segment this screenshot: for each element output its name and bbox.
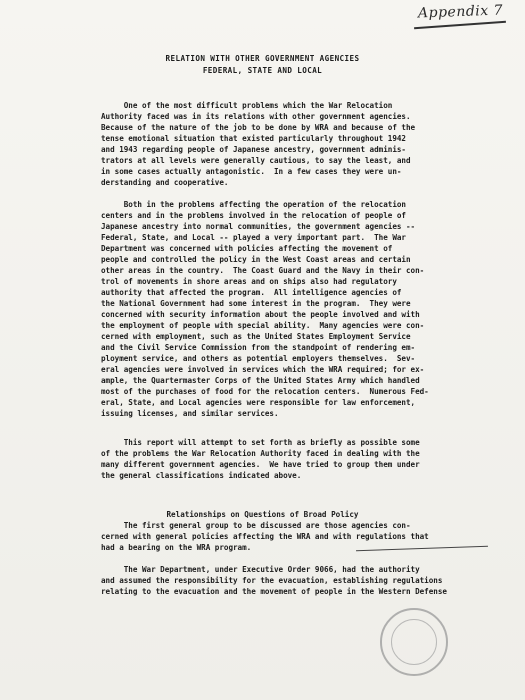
library-stamp (380, 608, 448, 676)
document-title: RELATION WITH OTHER GOVERNMENT AGENCIES (165, 54, 360, 63)
section-heading: Relationships on Questions of Broad Policy (166, 510, 359, 519)
paragraph-1: One of the most difficult problems which the War Relocation Authority faced was in its relations with other government agencies. Because of the nature of the job to be done by WRA and because of the tense emotional situation that existed particularly throughout 1942 and 1943 regarding people of Japanese ancestry, government adminis- trators at all levels were generally cautious, to say the least, and in some cases actually antagonistic. In a few cases they were un- derstanding and cooperative. (101, 101, 416, 187)
paragraph-2: Both in the problems affecting the operation of the relocation centers and in the problems involved in the relocation of people of Japanese ancestry into normal communities, the government agencies -- Federal, State, and Local -- played a very important part. The War Department was concerned with policies affecting the movement of people and controlled the policy in the West Coast areas and certain other areas in the country. The Coast Guard and the Navy in their con- trol of movements in shore areas and on ships also had regulatory authority that affected the program. All intelligence agencies of the National Government had some interest in the program. They were concerned with security information about the people involved and with the employment of people with special ability. Many agencies were con- cerned with employment, such as the United States Employment Service and the Civil Service Commission from the standpoint of rendering em- ployment service, and others as potential employers themselves. Sev- eral agencies were involved in services which the WRA required; for ex- ample, the Quartermaster Corps of the United States Army which handled most of the purchases of food for the relocation centers. Numerous Fed- eral, State, and Local agencies were responsible for law enforcement, issuing licenses, and similar services. (101, 200, 429, 418)
annotation-underline (414, 21, 506, 29)
paragraph-final: The War Department, under Executive Order 9066, had the authority and assumed the responsibility for the evacuation, establishing regulations relating to the evacuation and the movement of people in the Western Defense (101, 565, 447, 596)
document-subtitle: FEDERAL, STATE AND LOCAL (202, 66, 323, 75)
handwritten-annotation: Appendix 7 (417, 2, 504, 22)
paragraph-3: This report will attempt to set forth as briefly as possible some of the problems the War Relocation Authority faced in dealing with the many different government agencies. We have tried to group them under the general classifications indicated above. (101, 438, 420, 480)
stamp-inner-ring (391, 619, 437, 665)
section-paragraph: The first general group to be discussed are those agencies con- cerned with general policies affecting the WRA and with regulations that had a bearing on the WRA program. (101, 521, 429, 552)
